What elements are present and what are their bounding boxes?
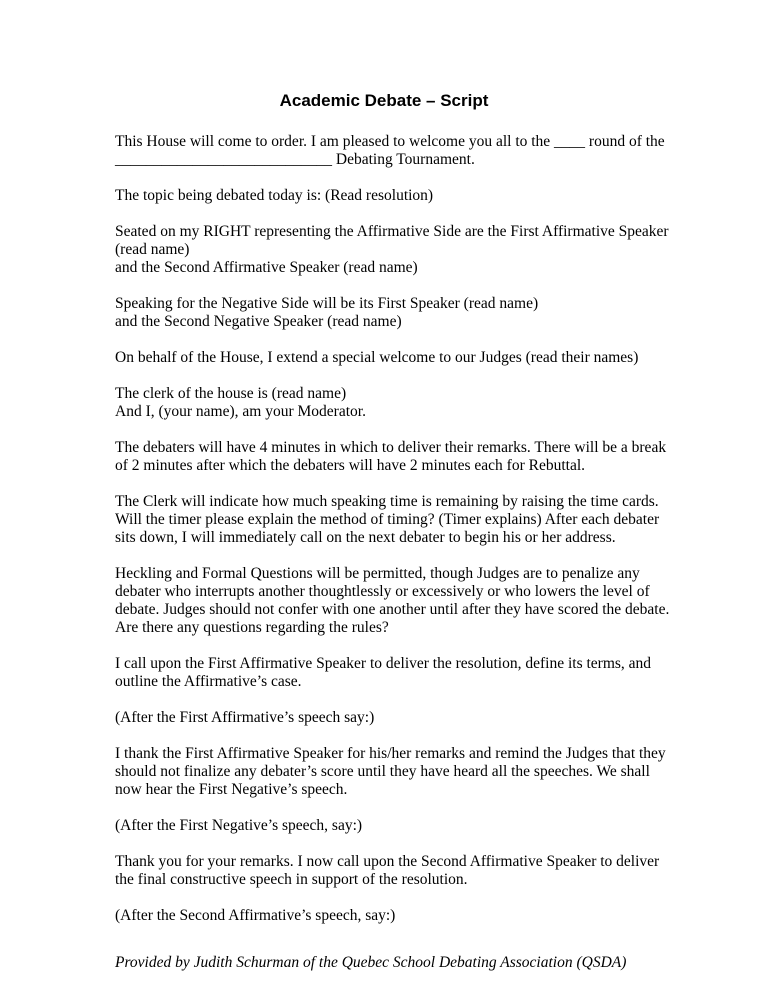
page-title: Academic Debate – Script [279, 91, 489, 110]
paragraph-line: (After the First Affirmative’s speech say:) [115, 709, 375, 726]
paragraph [115, 817, 675, 835]
paragraph-line: should not finalize any debater’s score until they have heard all the speeches. We shall [115, 763, 650, 780]
paragraph [115, 709, 675, 727]
paragraph-line: sits down, I will immediately call on the next debater to begin his or her address. [115, 529, 616, 546]
paragraph [115, 133, 675, 169]
paragraph [115, 493, 675, 547]
paragraph [115, 439, 675, 475]
paragraph-line: the final constructive speech in support of the resolution. [115, 871, 468, 888]
paragraph-line: outline the Affirmative’s case. [115, 673, 302, 690]
paragraph-line: And I, (your name), am your Moderator. [115, 403, 366, 420]
paragraph-line: and the Second Negative Speaker (read name) [115, 313, 402, 330]
paragraph [115, 565, 675, 637]
paragraph [115, 295, 675, 331]
paragraph-line: The topic being debated today is: (Read resolution) [115, 187, 434, 204]
paragraph [115, 907, 675, 925]
paragraph-line: debater who interrupts another thoughtlessly or excessively or who lowers the level of [115, 583, 650, 600]
paragraph-line: ____________________________ Debating Tournament. [115, 151, 475, 168]
paragraph-line: The Clerk will indicate how much speaking time is remaining by raising the time cards. [115, 493, 659, 510]
paragraph-line: of 2 minutes after which the debaters will have 2 minutes each for Rebuttal. [115, 457, 586, 474]
paragraph [115, 187, 675, 205]
paragraph-line: The clerk of the house is (read name) [115, 385, 347, 402]
paragraph-line: now hear the First Negative’s speech. [115, 781, 348, 798]
paragraph-line: (read name) [115, 241, 190, 258]
paragraph-line: and the Second Affirmative Speaker (read name) [115, 259, 418, 276]
paragraph-line: Speaking for the Negative Side will be its First Speaker (read name) [115, 295, 539, 312]
paragraph [115, 385, 675, 421]
paragraph-line: (After the Second Affirmative’s speech, say:) [115, 907, 396, 924]
paragraph-line: I call upon the First Affirmative Speaker to deliver the resolution, define its terms, and [115, 655, 652, 672]
document-body [115, 133, 675, 943]
paragraph [115, 655, 675, 691]
paragraph-line: Are there any questions regarding the rules? [115, 619, 389, 636]
paragraph-line: debate. Judges should not confer with one another until after they have scored the debate. [115, 601, 670, 618]
paragraph-line: On behalf of the House, I extend a special welcome to our Judges (read their names) [115, 349, 639, 366]
paragraph-line: I thank the First Affirmative Speaker for his/her remarks and remind the Judges that they [115, 745, 666, 762]
paragraph-line: This House will come to order. I am pleased to welcome you all to the ____ round of the [115, 133, 665, 150]
paragraph [115, 223, 675, 277]
paragraph-line: Heckling and Formal Questions will be permitted, though Judges are to penalize any [115, 565, 640, 582]
paragraph [115, 745, 675, 799]
paragraph-line: Seated on my RIGHT representing the Affirmative Side are the First Affirmative Speaker [115, 223, 669, 240]
paragraph-line: Thank you for your remarks. I now call upon the Second Affirmative Speaker to deliver [115, 853, 660, 870]
paragraph-line: (After the First Negative’s speech, say:) [115, 817, 363, 834]
paragraph [115, 349, 675, 367]
paragraph-line: Will the timer please explain the method of timing? (Timer explains) After each debater [115, 511, 660, 528]
paragraph-line: The debaters will have 4 minutes in which to deliver their remarks. There will be a break [115, 439, 667, 456]
page-footer: Provided by Judith Schurman of the Quebec School Debating Association (QSDA) [115, 954, 627, 971]
paragraph [115, 853, 675, 889]
